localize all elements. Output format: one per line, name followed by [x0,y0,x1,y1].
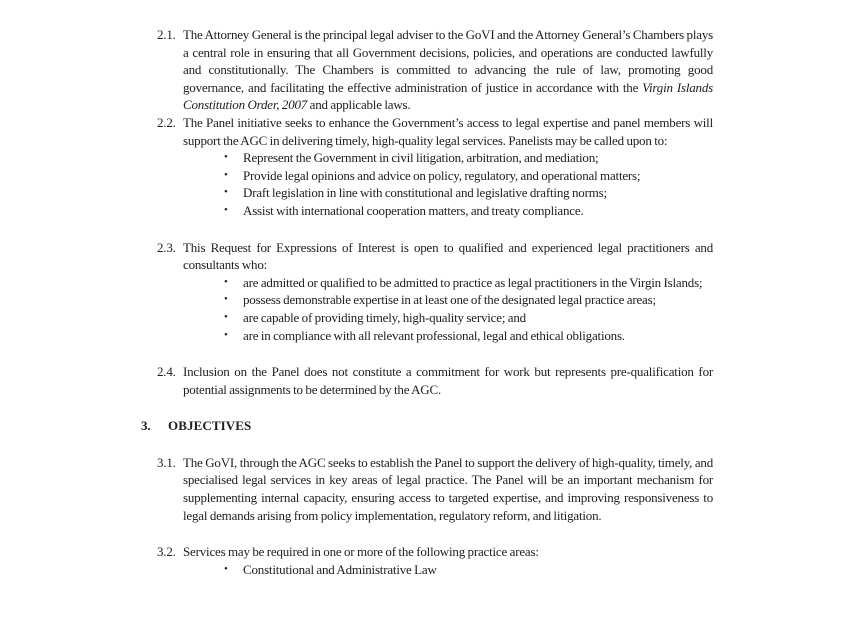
paragraph-text: The Panel initiative seeks to enhance the Government’s access to legal expertise and panel members will support the AGC in delivering timely, high-quality legal services. Panelists may be called upon to: [183,114,713,148]
section-title: OBJECTIVES [168,418,252,434]
list-item [183,274,713,292]
list-item [183,149,713,167]
paragraph-number: 3.2. [157,544,176,560]
list-item-text: Constitutional and Administrative Law [243,561,437,577]
paragraph-body [183,543,713,578]
paragraph-2-1 [141,26,713,114]
list-item [183,327,713,345]
bullet-icon: • [224,186,228,199]
bullet-icon: • [224,275,228,288]
paragraph-text: Services may be required in one or more of the following practice areas: [183,544,539,560]
italic-citation: Virgin Islands Constitution Order, 2007 [183,79,713,113]
paragraph-number: 2.4. [157,364,176,380]
list-item-text: possess demonstrable expertise in at least one of the designated legal practice areas; [243,292,656,308]
list-item-text: Draft legislation in line with constitutional and legislative drafting norms; [243,185,607,201]
paragraph-text [183,26,713,114]
bullet-icon: • [224,310,228,323]
paragraph-3-2 [141,543,713,578]
document-content [141,26,713,578]
list-item [183,561,713,579]
paragraph-2-3 [141,239,713,345]
list-item [183,202,713,220]
list-item-text: are admitted or qualified to be admitted to practice as legal practitioners in the Virgin Islands; [243,274,703,290]
list-item-text: Assist with international cooperation matters, and treaty compliance. [243,202,584,218]
list-item-text: Provide legal opinions and advice on policy, regulatory, and operational matters; [243,167,641,183]
paragraph-body [183,239,713,345]
bullet-icon: • [224,203,228,216]
list-item-text: are in compliance with all relevant professional, legal and ethical obligations. [243,327,625,343]
list-item [183,167,713,185]
list-item [183,309,713,327]
paragraph-text: The GoVI, through the AGC seeks to establish the Panel to support the delivery of high-quality, timely, and specialised legal services in key areas of legal practice. The Panel will be an important mechanism for supplementing internal capacity, ensuring access to targeted expertise, and improving responsiveness to legal demands arising from policy implementation, regulatory reform, and litigation. [183,454,713,523]
list-item-text: are capable of providing timely, high-quality service; and [243,309,526,325]
paragraph-3-1 [141,454,713,524]
paragraph-number: 2.2. [157,114,176,130]
bullet-icon: • [224,151,228,164]
paragraph-2-4 [141,363,713,398]
text-segment: and applicable laws. [309,97,411,113]
paragraph-body [183,454,713,524]
section-heading-objectives [141,417,713,435]
bullet-list [183,561,713,579]
bullet-icon: • [224,168,228,181]
bullet-list [183,274,713,344]
paragraph-text: Inclusion on the Panel does not constitute a commitment for work but represents pre-qualification for potential assignments to be determined by the AGC. [183,364,713,397]
list-item [183,291,713,309]
paragraph-body [183,114,713,220]
list-item [183,184,713,202]
paragraph-text: This Request for Expressions of Interest is open to qualified and experienced legal practitioners and consultants who: [183,239,713,273]
paragraph-number: 2.3. [157,239,176,255]
bullet-icon: • [224,328,228,341]
paragraph-body [183,363,713,398]
text-segment: The Attorney General is the principal legal adviser to the GoVI and the Attorney General’s Chambers plays a central role in ensuring that all Government decisions, policies, and operations are conducted lawfully and constitutionally. The Chambers is committed to advancing the rule of law, promoting good governance, and facilitating the effective administration of justice in accordance with the [183,27,713,95]
paragraph-body [183,26,713,114]
bullet-icon: • [224,293,228,306]
paragraph-number: 2.1. [157,27,176,42]
bullet-icon: • [224,562,228,575]
bullet-list [183,149,713,219]
section-number: 3. [141,418,151,434]
paragraph-number: 3.1. [157,454,176,470]
list-item-text: Represent the Government in civil litigation, arbitration, and mediation; [243,150,599,166]
paragraph-2-2 [141,114,713,220]
